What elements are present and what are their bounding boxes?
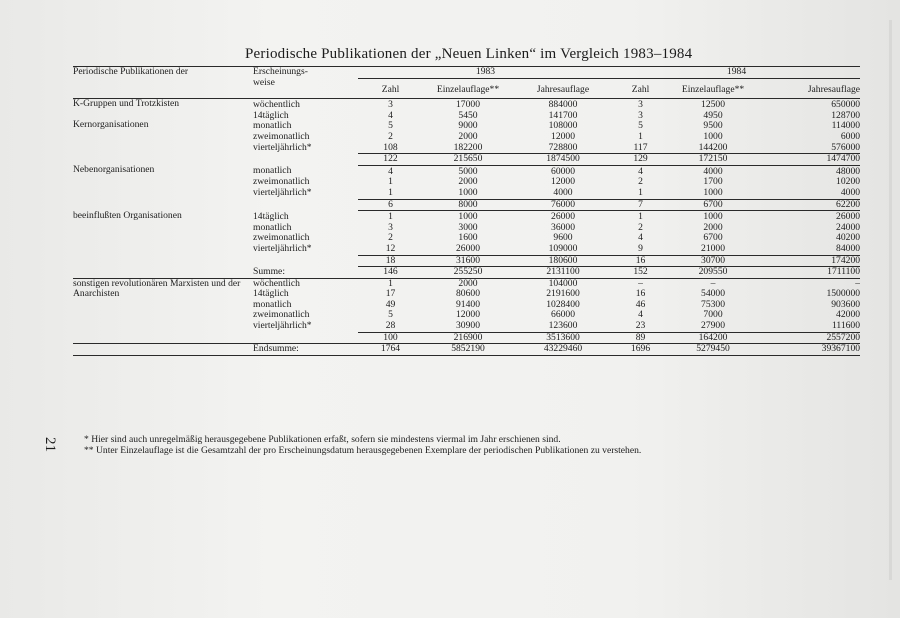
frequency-cell: zweimonatlich xyxy=(253,310,310,321)
frequency-cell: vierteljährlich* xyxy=(253,243,312,254)
spacer-cell xyxy=(73,154,253,166)
subtotal-cell: 62200 xyxy=(758,199,860,211)
table-row xyxy=(73,99,860,111)
subtotal-label xyxy=(253,255,358,267)
subtotal-cell: 1474700 xyxy=(758,154,860,166)
value-cell: 2000 xyxy=(458,278,478,289)
value-cell: 6000 xyxy=(840,131,861,142)
value-cell: 4 xyxy=(638,165,643,177)
subtotal-row xyxy=(73,255,860,267)
frequency-cell: wöchentlich xyxy=(253,278,300,289)
group-label: beeinflußten Organisationen xyxy=(73,210,182,221)
value-cell: 728800 xyxy=(548,142,578,153)
value-cell: 5 xyxy=(388,310,393,321)
value-cell: 16 xyxy=(635,289,646,300)
value-cell: 903600 xyxy=(831,299,861,310)
spacer-cell xyxy=(73,255,253,267)
value-cell: 1028400 xyxy=(546,299,580,310)
value-cell: 5450 xyxy=(458,110,478,121)
frequency-cell: wöchentlich xyxy=(253,99,300,111)
header-1984: 1984 xyxy=(613,67,860,79)
summe-label: Summe: xyxy=(253,267,358,279)
value-cell: 12000 xyxy=(456,310,480,321)
value-cell: 9 xyxy=(638,243,643,254)
header-einzel: Einzelauflage** xyxy=(436,83,500,95)
header-1983: 1983 xyxy=(358,67,613,79)
value-cell: 1 xyxy=(388,278,393,289)
value-cell: 128700 xyxy=(831,110,861,121)
value-cell: 1 xyxy=(388,211,393,223)
value-cell: 1600 xyxy=(458,233,478,244)
footnote-2: ** Unter Einzelauflage ist die Gesamtzahl der pro Erscheinungsdatum herausgegebenen Exemplare der periodischen Publikationen zu verstehen. xyxy=(84,445,642,456)
value-cell: 49 xyxy=(385,299,396,310)
value-cell: 3 xyxy=(388,222,393,233)
subtotal-cell: 76000 xyxy=(513,199,613,211)
value-cell: 650000 xyxy=(831,99,861,111)
subtotal-label xyxy=(253,154,358,166)
value-cell: 1000 xyxy=(703,131,723,142)
value-cell: 2000 xyxy=(703,222,723,233)
header-erscheinungsweise: Erscheinungs- weise xyxy=(253,66,308,88)
value-cell: 36000 xyxy=(551,222,575,233)
value-cell: 1700 xyxy=(703,177,723,188)
value-cell: 1000 xyxy=(458,187,478,198)
value-cell: 80600 xyxy=(456,289,480,300)
value-cell: 114000 xyxy=(831,121,861,132)
value-cell: – xyxy=(710,278,716,289)
value-cell: 4000 xyxy=(703,165,723,177)
table-row xyxy=(73,278,860,289)
subtotal-cell: 6700 xyxy=(668,199,758,211)
value-cell: 109000 xyxy=(548,243,578,254)
value-cell: 4000 xyxy=(840,187,861,198)
value-cell: 123600 xyxy=(548,321,578,332)
value-cell: 884000 xyxy=(548,99,578,111)
value-cell: 2191600 xyxy=(546,289,580,300)
subtotal-cell: 31600 xyxy=(423,255,513,267)
value-cell: 26000 xyxy=(456,243,480,254)
subtotal-cell: 89 xyxy=(613,332,668,344)
endsumme-label: Endsumme: xyxy=(253,344,358,356)
spacer-cell xyxy=(73,199,253,211)
subtotal-cell: 215650 xyxy=(423,154,513,166)
value-cell: 2 xyxy=(638,222,643,233)
subtotal-row xyxy=(73,199,860,211)
value-cell: 12000 xyxy=(551,131,575,142)
subtotal-cell: 164200 xyxy=(668,332,758,344)
subtotal-cell: 172150 xyxy=(668,154,758,166)
value-cell: 576000 xyxy=(831,142,861,153)
value-cell: 1500000 xyxy=(826,289,861,300)
value-cell: 91400 xyxy=(456,299,480,310)
value-cell: 17000 xyxy=(456,99,480,111)
frequency-cell: 14täglich xyxy=(253,289,289,300)
value-cell: 6700 xyxy=(703,233,723,244)
frequency-cell: monatlich xyxy=(253,299,292,310)
spacer-cell xyxy=(73,332,253,344)
value-cell: 75300 xyxy=(701,299,725,310)
value-cell: 108 xyxy=(383,142,398,153)
value-cell: 30900 xyxy=(456,321,480,332)
value-cell: 10200 xyxy=(836,177,861,188)
value-cell: 144200 xyxy=(698,142,728,153)
value-cell: 9500 xyxy=(703,121,723,132)
value-cell: 1 xyxy=(638,131,643,142)
value-cell: 7000 xyxy=(703,310,723,321)
value-cell: 66000 xyxy=(551,310,575,321)
value-cell: 26000 xyxy=(836,211,861,223)
endsumme-cell: 5852190 xyxy=(423,344,513,356)
endsumme-cell: 43229460 xyxy=(513,344,613,356)
endsumme-cell: 39367100 xyxy=(758,344,860,356)
value-cell: 48000 xyxy=(836,165,861,177)
value-cell: 1 xyxy=(638,187,643,198)
value-cell: 26000 xyxy=(551,211,575,223)
scan-edge xyxy=(889,20,892,580)
subtotal-cell: 174200 xyxy=(758,255,860,267)
value-cell: 12 xyxy=(385,243,396,254)
frequency-cell: zweimonatlich xyxy=(253,177,310,188)
summe-cell: 152 xyxy=(613,267,668,279)
subtotal-cell: 2557200 xyxy=(758,332,860,344)
value-cell: 84000 xyxy=(836,243,861,254)
value-cell: 182200 xyxy=(453,142,483,153)
endsumme-cell: 5279450 xyxy=(668,344,758,356)
subtotal-cell: 122 xyxy=(358,154,423,166)
header-jahres: Jahresauflage xyxy=(807,83,861,95)
value-cell: 2000 xyxy=(458,131,478,142)
value-cell: 4 xyxy=(638,233,643,244)
value-cell: 3000 xyxy=(458,222,478,233)
value-cell: – xyxy=(638,278,643,289)
value-cell: 17 xyxy=(385,289,396,300)
frequency-cell: vierteljährlich* xyxy=(253,187,312,198)
summe-row xyxy=(73,267,860,279)
subtotal-cell: 30700 xyxy=(668,255,758,267)
header-publications: Periodische Publikationen der xyxy=(73,66,189,77)
subtotal-label xyxy=(253,332,358,344)
group-label: Nebenorganisationen xyxy=(73,165,155,176)
value-cell: 4 xyxy=(388,110,393,121)
value-cell: 1 xyxy=(638,211,643,223)
value-cell: 1000 xyxy=(703,187,723,198)
value-cell: 12000 xyxy=(551,177,575,188)
summe-cell: 2131100 xyxy=(513,267,613,279)
subtotal-cell: 6 xyxy=(358,199,423,211)
header-jahres: Jahresauflage xyxy=(536,83,590,95)
value-cell: 42000 xyxy=(836,310,861,321)
value-cell: 111600 xyxy=(831,321,861,332)
subtotal-label xyxy=(253,199,358,211)
value-cell: 104000 xyxy=(548,278,578,289)
frequency-cell: monatlich xyxy=(253,121,292,132)
value-cell: 46 xyxy=(635,299,646,310)
spacer-cell xyxy=(73,267,253,279)
value-cell: 108000 xyxy=(548,121,578,132)
frequency-cell: vierteljährlich* xyxy=(253,321,312,332)
frequency-cell: vierteljährlich* xyxy=(253,142,312,153)
header-zahl: Zahl xyxy=(381,83,400,95)
value-cell: 2 xyxy=(638,177,643,188)
frequency-cell: monatlich xyxy=(253,165,292,177)
subtotal-cell: 7 xyxy=(613,199,668,211)
value-cell: 3 xyxy=(388,99,393,111)
subtotal-cell: 8000 xyxy=(423,199,513,211)
value-cell: 1 xyxy=(388,177,393,188)
frequency-cell: monatlich xyxy=(253,222,292,233)
publications-table xyxy=(73,66,860,356)
value-cell: 5000 xyxy=(458,165,478,177)
table-row xyxy=(73,211,860,223)
frequency-cell: 14täglich xyxy=(253,210,289,222)
value-cell: – xyxy=(855,278,861,289)
value-cell: 60000 xyxy=(551,165,575,177)
value-cell: 4950 xyxy=(703,110,723,121)
value-cell: 21000 xyxy=(701,243,725,254)
footnote-1: * Hier sind auch unregelmäßig herausgegebene Publikationen erfaßt, sofern sie mindestens viermal im Jahr erschienen sind. xyxy=(84,434,561,445)
endsumme-row xyxy=(73,344,860,356)
value-cell: 5 xyxy=(638,121,643,132)
value-cell: 9000 xyxy=(458,121,478,132)
endsumme-cell: 1696 xyxy=(613,344,668,356)
page-number: 21 xyxy=(42,437,58,452)
frequency-cell: 14täglich xyxy=(253,110,289,121)
value-cell: 4000 xyxy=(553,187,573,198)
value-cell: 1000 xyxy=(703,211,723,223)
frequency-cell: zweimonatlich xyxy=(253,233,310,244)
value-cell: 4 xyxy=(638,310,643,321)
subtotal-cell: 1874500 xyxy=(513,154,613,166)
value-cell: 23 xyxy=(635,321,646,332)
spacer-cell xyxy=(73,344,253,356)
value-cell: 28 xyxy=(385,321,396,332)
value-cell: 3 xyxy=(638,110,643,121)
footnotes xyxy=(84,434,641,456)
value-cell: 117 xyxy=(633,142,648,153)
subtotal-cell: 180600 xyxy=(513,255,613,267)
subtotal-row xyxy=(73,154,860,166)
value-cell: 3 xyxy=(638,99,643,111)
subtotal-cell: 16 xyxy=(613,255,668,267)
value-cell: 4 xyxy=(388,165,393,177)
summe-cell: 255250 xyxy=(423,267,513,279)
value-cell: 141700 xyxy=(548,110,578,121)
value-cell: 40200 xyxy=(836,233,861,244)
summe-cell: 146 xyxy=(358,267,423,279)
subtotal-cell: 100 xyxy=(358,332,423,344)
subtotal-cell: 3513600 xyxy=(513,332,613,344)
subtotal-cell: 216900 xyxy=(423,332,513,344)
frequency-cell: zweimonatlich xyxy=(253,131,310,142)
group-label: K-Gruppen und Trotzkisten Kernorganisationen xyxy=(73,98,180,131)
value-cell: 5 xyxy=(388,121,393,132)
value-cell: 2000 xyxy=(458,177,478,188)
header-zahl: Zahl xyxy=(631,83,650,95)
subtotal-cell: 129 xyxy=(613,154,668,166)
subtotal-row xyxy=(73,332,860,344)
header-einzel: Einzelauflage** xyxy=(681,83,745,95)
table-title: Periodische Publikationen der „Neuen Linken“ im Vergleich 1983–1984 xyxy=(245,46,693,62)
value-cell: 9600 xyxy=(553,233,573,244)
value-cell: 12500 xyxy=(701,99,725,111)
value-cell: 2 xyxy=(388,131,393,142)
subtotal-cell: 18 xyxy=(358,255,423,267)
table-row xyxy=(73,165,860,177)
endsumme-cell: 1764 xyxy=(358,344,423,356)
value-cell: 54000 xyxy=(701,289,725,300)
value-cell: 2 xyxy=(388,233,393,244)
value-cell: 24000 xyxy=(836,222,861,233)
value-cell: 27900 xyxy=(701,321,725,332)
summe-cell: 1711100 xyxy=(758,267,860,279)
value-cell: 1000 xyxy=(458,211,478,223)
summe-cell: 209550 xyxy=(668,267,758,279)
value-cell: 1 xyxy=(388,187,393,198)
group-label: sonstigen revolutionären Marxisten und der Anarchisten xyxy=(73,278,241,300)
